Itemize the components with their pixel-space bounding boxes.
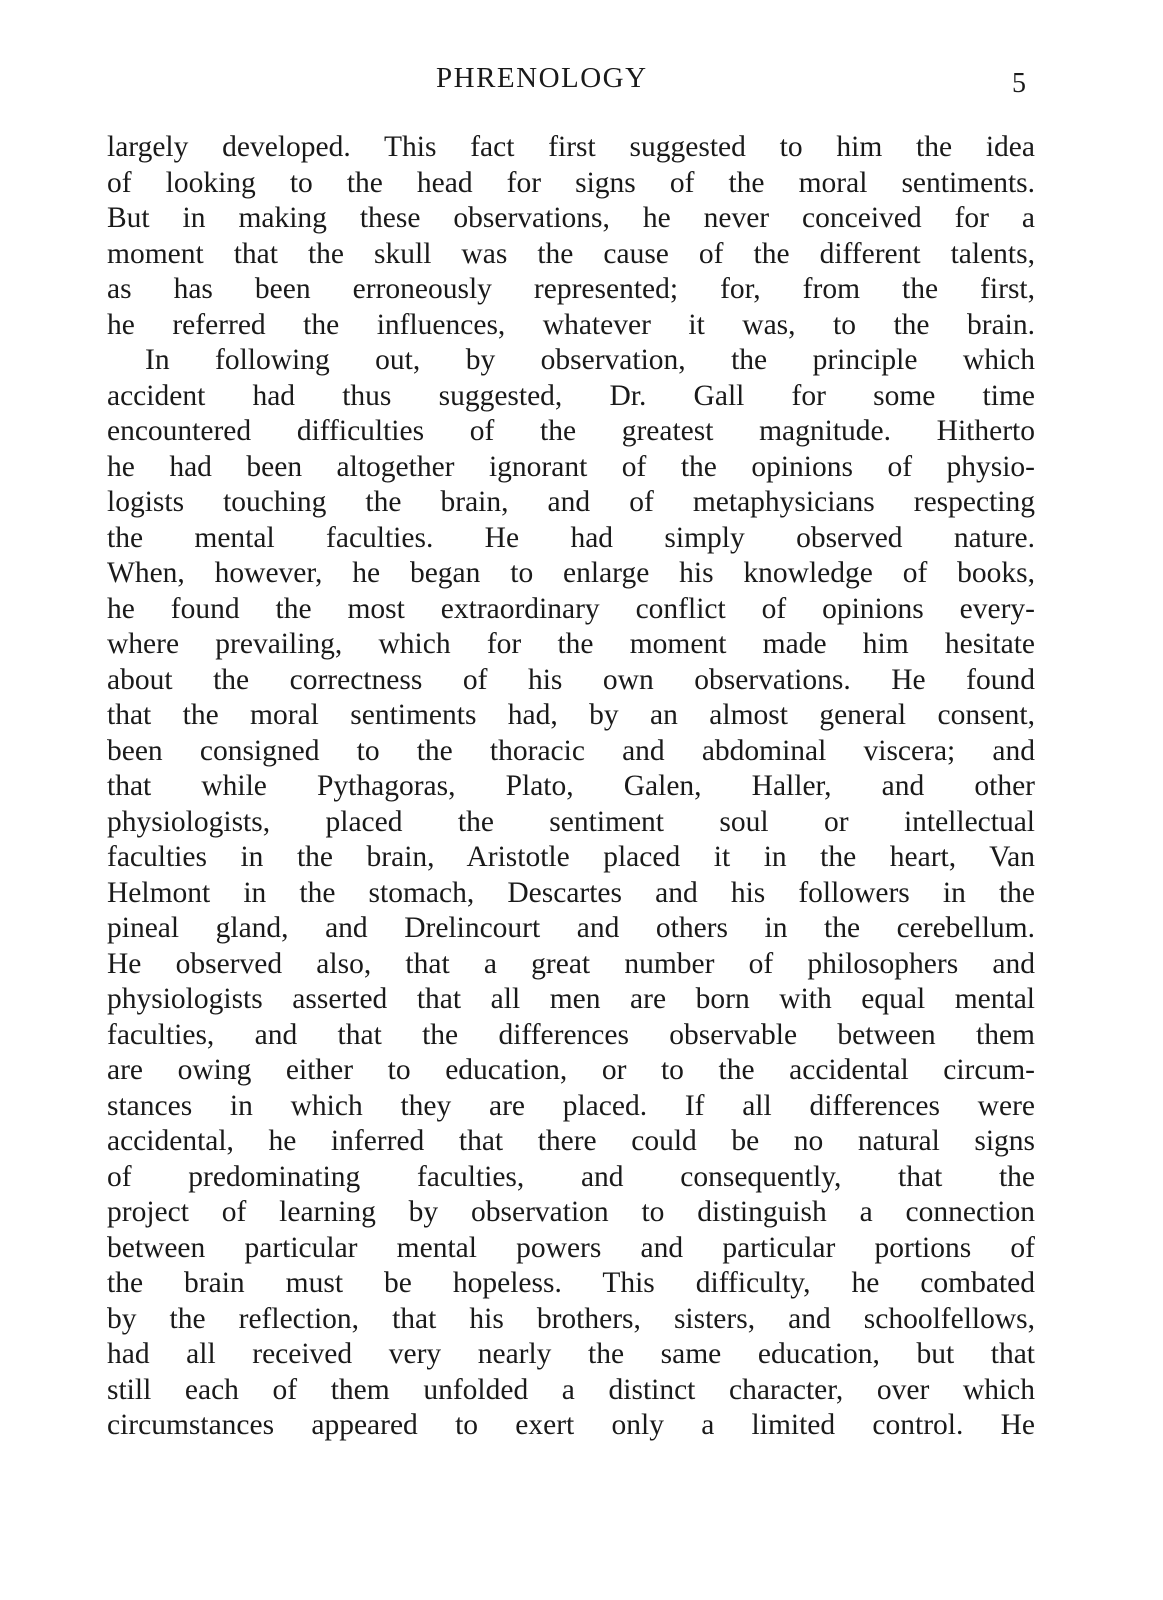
text-line: he referred the influences, whatever it was, to the brain. <box>107 308 1035 341</box>
text-line: In following out, by observation, the principle which <box>145 344 1035 376</box>
body-text <box>107 130 1035 1444</box>
text-line: faculties in the brain, Aristotle placed it in the heart, Van <box>107 841 1035 873</box>
text-line: accidental, he inferred that there could be no natural signs <box>107 1125 1035 1157</box>
text-line: he had been altogether ignorant of the opinions of physio- <box>107 450 1035 483</box>
text-line: He observed also, that a great number of philosophers and <box>107 947 1035 980</box>
text-line: pineal gland, and Drelincourt and others in the cerebellum. <box>107 912 1035 944</box>
text-line: physiologists, placed the sentiment soul or intellectual <box>107 805 1035 838</box>
text-line: of predominating faculties, and consequently, that the <box>107 1160 1035 1193</box>
text-line: faculties, and that the differences observable between them <box>107 1018 1035 1051</box>
text-line: of looking to the head for signs of the moral sentiments. <box>107 166 1035 199</box>
text-line: the mental faculties. He had simply observed nature. <box>107 521 1035 554</box>
text-line: still each of them unfolded a distinct character, over which <box>107 1373 1035 1406</box>
text-line: that the moral sentiments had, by an almost general consent, <box>107 699 1035 731</box>
text-line: But in making these observations, he never conceived for a <box>107 202 1035 234</box>
text-line: Helmont in the stomach, Descartes and his followers in the <box>107 876 1035 909</box>
text-line: that while Pythagoras, Plato, Galen, Haller, and other <box>107 770 1035 802</box>
text-line: accident had thus suggested, Dr. Gall for some time <box>107 379 1035 412</box>
text-line: circumstances appeared to exert only a limited control. He <box>107 1409 1035 1441</box>
text-line: by the reflection, that his brothers, sisters, and schoolfellows, <box>107 1302 1035 1335</box>
text-line: encountered difficulties of the greatest magnitude. Hitherto <box>107 415 1035 447</box>
text-line: largely developed. This fact first suggested to him the idea <box>107 131 1035 163</box>
text-line: stances in which they are placed. If all differences were <box>107 1089 1035 1122</box>
text-line: physiologists asserted that all men are born with equal mental <box>107 983 1035 1015</box>
text-line: had all received very nearly the same education, but that <box>107 1338 1035 1370</box>
text-line: between particular mental powers and particular portions of <box>107 1231 1035 1264</box>
text-line: are owing either to education, or to the accidental circum- <box>107 1054 1035 1086</box>
text-line: about the correctness of his own observations. He found <box>107 663 1035 696</box>
text-line: as has been erroneously represented; for, from the first, <box>107 273 1035 305</box>
text-line: where prevailing, which for the moment made him hesitate <box>107 628 1035 660</box>
text-line: logists touching the brain, and of metaphysicians respecting <box>107 486 1035 518</box>
text-line: When, however, he began to enlarge his knowledge of books, <box>107 557 1035 589</box>
text-line: he found the most extraordinary conflict of opinions every- <box>107 592 1035 625</box>
running-head <box>0 58 1163 98</box>
text-line: project of learning by observation to distinguish a connection <box>107 1196 1035 1228</box>
text-line: been consigned to the thoracic and abdominal viscera; and <box>107 734 1035 767</box>
text-line: moment that the skull was the cause of the different talents, <box>107 237 1035 270</box>
page-number: 5 <box>1012 68 1026 99</box>
text-line: the brain must be hopeless. This difficulty, he combated <box>107 1267 1035 1299</box>
running-head-title: PHRENOLOGY <box>436 62 648 94</box>
